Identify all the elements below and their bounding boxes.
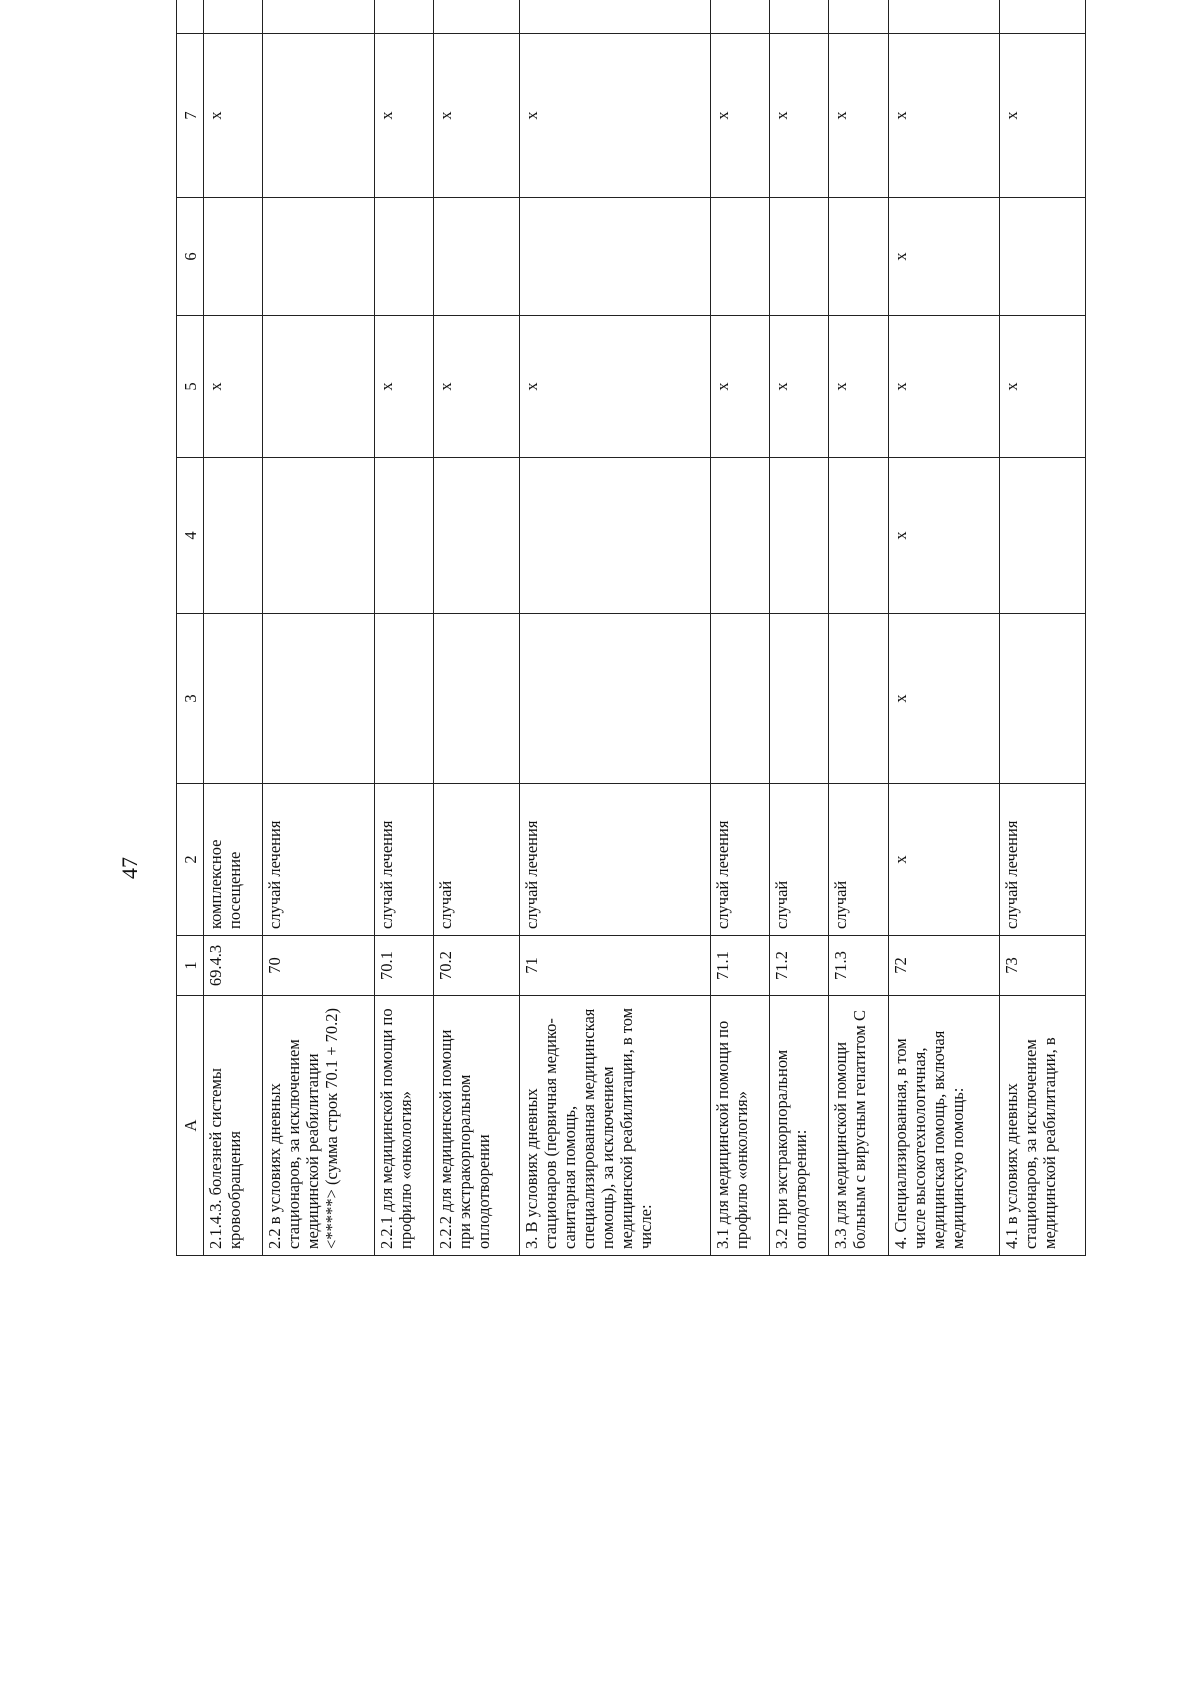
cell-col-3 bbox=[829, 614, 888, 784]
row-unit: случай bbox=[769, 784, 828, 936]
cell-col-6 bbox=[520, 198, 710, 316]
row-name: 2.2 в условиях дневных стационаров, за исключением медицинской реабилитации <*****> (сумма строк 70.1 + 70.2) bbox=[263, 996, 375, 1256]
cell-col-3 bbox=[204, 614, 263, 784]
cell-col-5 bbox=[263, 316, 375, 458]
cell-col-6 bbox=[829, 198, 888, 316]
table-row bbox=[375, 0, 434, 1256]
row-code: 71.3 bbox=[829, 936, 888, 996]
row-name: 3.3 для медицинской помощи больным с вирусным гепатитом С bbox=[829, 996, 888, 1256]
cell-col-3 bbox=[710, 614, 769, 784]
cell-col-4 bbox=[829, 458, 888, 614]
cell-col-6 bbox=[769, 198, 828, 316]
column-header: 2 bbox=[177, 784, 204, 936]
cell-col-7: х bbox=[710, 34, 769, 198]
cell-col-7: х bbox=[204, 34, 263, 198]
row-name: 2.1.4.3. болезней системы кровообращения bbox=[204, 996, 263, 1256]
table-row bbox=[710, 0, 769, 1256]
cell-col-8 bbox=[520, 0, 710, 34]
cell-col-3 bbox=[375, 614, 434, 784]
cell-col-8 bbox=[263, 0, 375, 34]
row-name: 2.2.2 для медицинской помощи при экстракорпоральном оплодотворении bbox=[434, 996, 520, 1256]
row-unit: случай лечения bbox=[263, 784, 375, 936]
cell-col-3 bbox=[263, 614, 375, 784]
cell-col-7: х bbox=[829, 34, 888, 198]
cell-col-8 bbox=[204, 0, 263, 34]
cell-col-7: х bbox=[375, 34, 434, 198]
cell-col-4 bbox=[1000, 458, 1086, 614]
cell-col-4 bbox=[375, 458, 434, 614]
cell-col-8 bbox=[710, 0, 769, 34]
cell-col-5: х bbox=[204, 316, 263, 458]
cell-col-5: х bbox=[769, 316, 828, 458]
cell-col-4 bbox=[204, 458, 263, 614]
page-number: 47 bbox=[117, 857, 142, 879]
cell-col-3: х bbox=[888, 614, 1000, 784]
row-unit: х bbox=[888, 784, 1000, 936]
cell-col-6 bbox=[1000, 198, 1086, 316]
column-header: 7 bbox=[177, 34, 204, 198]
column-header: 5 bbox=[177, 316, 204, 458]
cell-col-4 bbox=[263, 458, 375, 614]
column-header: A bbox=[177, 996, 204, 1256]
cell-col-6 bbox=[375, 198, 434, 316]
cell-col-5: х bbox=[375, 316, 434, 458]
cell-col-5: х bbox=[1000, 316, 1086, 458]
cell-col-4: х bbox=[888, 458, 1000, 614]
cell-col-6: х bbox=[888, 198, 1000, 316]
cell-col-7: х bbox=[1000, 34, 1086, 198]
row-name: 3.2 при экстракорпоральном оплодотворении: bbox=[769, 996, 828, 1256]
column-header: 4 bbox=[177, 458, 204, 614]
table-row bbox=[520, 0, 710, 1256]
row-code: 71.2 bbox=[769, 936, 828, 996]
column-header: 3 bbox=[177, 614, 204, 784]
table-container bbox=[176, 0, 1086, 1256]
cell-col-5: х bbox=[434, 316, 520, 458]
row-name: 2.2.1 для медицинской помощи по профилю «онкология» bbox=[375, 996, 434, 1256]
row-name: 4. Специализированная, в том числе высокотехнологичная, медицинская помощь, включая медицинскую помощь: bbox=[888, 996, 1000, 1256]
row-unit: случай лечения bbox=[1000, 784, 1086, 936]
row-unit: случай bbox=[829, 784, 888, 936]
cell-col-5: х bbox=[710, 316, 769, 458]
row-code: 73 bbox=[1000, 936, 1086, 996]
table-row bbox=[888, 0, 1000, 1256]
cell-col-7: х bbox=[888, 34, 1000, 198]
row-code: 70.1 bbox=[375, 936, 434, 996]
table-row bbox=[829, 0, 888, 1256]
cell-col-4 bbox=[769, 458, 828, 614]
header-row bbox=[177, 0, 204, 1256]
row-name: 4.1 в условиях дневных стационаров, за исключением медицинской реабилитации, в bbox=[1000, 996, 1086, 1256]
column-header: 1 bbox=[177, 936, 204, 996]
cell-col-8 bbox=[375, 0, 434, 34]
row-code: 71.1 bbox=[710, 936, 769, 996]
cell-col-8 bbox=[829, 0, 888, 34]
cell-col-8 bbox=[888, 0, 1000, 34]
table-row bbox=[204, 0, 263, 1256]
cell-col-8 bbox=[769, 0, 828, 34]
cell-col-5: х bbox=[520, 316, 710, 458]
cell-col-3 bbox=[769, 614, 828, 784]
data-table bbox=[176, 0, 1086, 1256]
cell-col-7: х bbox=[769, 34, 828, 198]
cell-col-6 bbox=[434, 198, 520, 316]
row-code: 71 bbox=[520, 936, 710, 996]
cell-col-5: х bbox=[888, 316, 1000, 458]
row-code: 70 bbox=[263, 936, 375, 996]
cell-col-7: х bbox=[434, 34, 520, 198]
row-unit: случай лечения bbox=[520, 784, 710, 936]
cell-col-3 bbox=[434, 614, 520, 784]
cell-col-3 bbox=[520, 614, 710, 784]
row-unit: случай bbox=[434, 784, 520, 936]
cell-col-4 bbox=[520, 458, 710, 614]
column-header bbox=[177, 0, 204, 34]
cell-col-3 bbox=[1000, 614, 1086, 784]
row-code: 72 bbox=[888, 936, 1000, 996]
row-code: 69.4.3 bbox=[204, 936, 263, 996]
row-unit: комплексное посещение bbox=[204, 784, 263, 936]
table-row bbox=[263, 0, 375, 1256]
row-name: 3.1 для медицинской помощи по профилю «онкология» bbox=[710, 996, 769, 1256]
cell-col-7: х bbox=[520, 34, 710, 198]
cell-col-4 bbox=[710, 458, 769, 614]
cell-col-6 bbox=[710, 198, 769, 316]
cell-col-4 bbox=[434, 458, 520, 614]
cell-col-5: х bbox=[829, 316, 888, 458]
table-row bbox=[1000, 0, 1086, 1256]
cell-col-7 bbox=[263, 34, 375, 198]
table-row bbox=[769, 0, 828, 1256]
cell-col-8 bbox=[1000, 0, 1086, 34]
row-code: 70.2 bbox=[434, 936, 520, 996]
table-row bbox=[434, 0, 520, 1256]
row-unit: случай лечения bbox=[375, 784, 434, 936]
cell-col-6 bbox=[204, 198, 263, 316]
column-header: 6 bbox=[177, 198, 204, 316]
cell-col-6 bbox=[263, 198, 375, 316]
cell-col-8 bbox=[434, 0, 520, 34]
row-name: 3. В условиях дневных стационаров (первичная медико-санитарная помощь, специализированная медицинская помощь), за исключением медицинской реабилитации, в том числе: bbox=[520, 996, 710, 1256]
row-unit: случай лечения bbox=[710, 784, 769, 936]
